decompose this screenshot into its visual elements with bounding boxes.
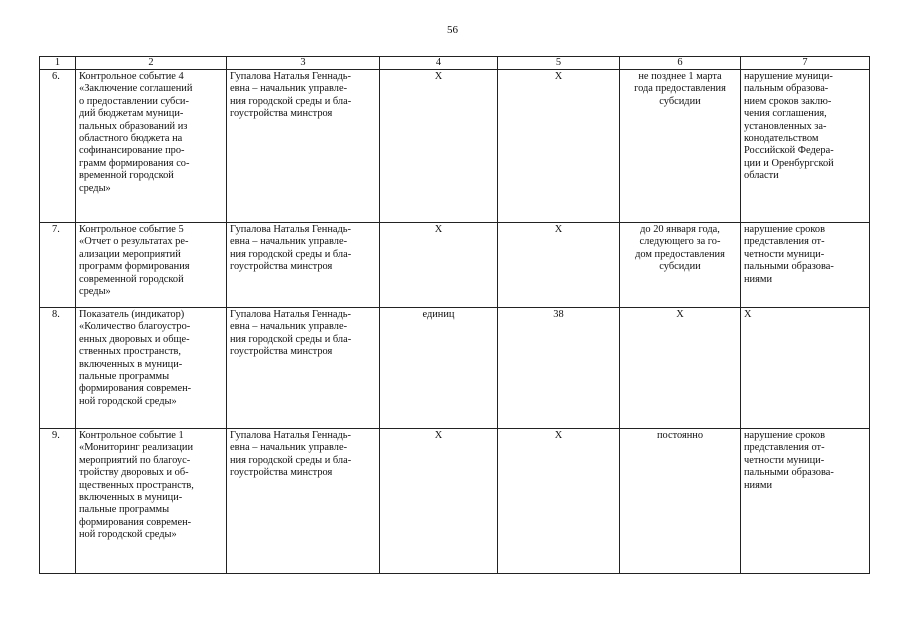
header-col-5: 5 bbox=[498, 57, 620, 70]
risk-description-line: области bbox=[744, 170, 779, 182]
event-description-line: мероприятий по благоус- bbox=[79, 454, 191, 466]
responsible-person-line: ния городской среды и бла- bbox=[230, 95, 352, 107]
risk-description-line: пальными образова- bbox=[744, 261, 834, 273]
event-description-line: ной городской среды» bbox=[79, 395, 177, 407]
risk-description-line: пальным образова- bbox=[744, 83, 829, 95]
event-description-line: современной городской bbox=[79, 273, 184, 285]
responsible-person-line: Гупалова Наталья Геннадь- bbox=[230, 430, 351, 441]
table-row bbox=[40, 308, 870, 429]
header-col-7: 7 bbox=[741, 57, 870, 70]
unit-of-measure-line: X bbox=[434, 224, 443, 235]
deadline-line: года предоставления bbox=[634, 83, 726, 95]
event-description-line: «Мониторинг реализации bbox=[79, 442, 194, 454]
responsible-person-line: евна – начальник управле- bbox=[230, 442, 348, 454]
event-description-line: Контрольное событие 5 bbox=[79, 224, 184, 235]
responsible-person-line: евна – начальник управле- bbox=[230, 236, 348, 248]
row-number-cell: 7. bbox=[40, 223, 76, 308]
event-description-line: софинансирование про- bbox=[79, 145, 185, 157]
risk-description-line: чения соглашения, bbox=[744, 108, 827, 120]
indicator-value-line: 38 bbox=[553, 309, 564, 320]
page-number: 56 bbox=[447, 24, 458, 36]
event-description-line: «Отчет о результатах ре- bbox=[79, 236, 189, 248]
indicator-value-line: X bbox=[554, 224, 563, 235]
unit-of-measure-cell bbox=[380, 429, 498, 574]
header-col-6: 6 bbox=[620, 57, 741, 70]
event-description-line: Контрольное событие 4 bbox=[79, 71, 184, 82]
event-description-line: грамм формирования со- bbox=[79, 157, 190, 169]
row-number-cell: 9. bbox=[40, 429, 76, 574]
event-description-line: пальные программы bbox=[79, 504, 170, 516]
table-row bbox=[40, 223, 870, 308]
deadline-line: постоянно bbox=[656, 430, 704, 441]
header-col-1: 1 bbox=[40, 57, 76, 70]
responsible-person-line: ния городской среды и бла- bbox=[230, 454, 352, 466]
risk-description-line: четности муници- bbox=[744, 454, 825, 466]
risk-description-cell bbox=[741, 70, 870, 223]
event-description-line: программ формирования bbox=[79, 261, 190, 273]
deadline-line: субсидии bbox=[659, 261, 701, 273]
deadline-cell bbox=[620, 308, 741, 429]
table-header bbox=[40, 57, 870, 70]
responsible-person-line: ния городской среды и бла- bbox=[230, 333, 352, 345]
event-description-cell bbox=[76, 223, 227, 308]
responsible-person-line: Гупалова Наталья Геннадь- bbox=[230, 309, 351, 320]
header-col-4: 4 bbox=[380, 57, 498, 70]
responsible-person-line: гоустройства минстроя bbox=[230, 467, 333, 479]
risk-description-line: нием сроков заклю- bbox=[744, 95, 832, 107]
unit-of-measure-cell bbox=[380, 308, 498, 429]
event-description-line: ализации мероприятий bbox=[79, 248, 181, 260]
event-description-cell bbox=[76, 308, 227, 429]
risk-description-line: нарушение муници- bbox=[744, 71, 833, 82]
event-description-line: «Заключение соглашений bbox=[79, 83, 193, 95]
table-body bbox=[40, 70, 870, 574]
event-description-line: среды» bbox=[79, 182, 111, 194]
risk-description-line: X bbox=[744, 309, 752, 320]
responsible-person-line: ния городской среды и бла- bbox=[230, 248, 352, 260]
deadline-line: дом предоставления bbox=[635, 248, 725, 260]
header-col-2: 2 bbox=[76, 57, 227, 70]
deadline-cell bbox=[620, 223, 741, 308]
event-description-line: формирования современ- bbox=[79, 516, 192, 528]
unit-of-measure-line: единиц bbox=[422, 309, 455, 320]
risk-description-line: ниями bbox=[744, 479, 773, 491]
row-number-cell: 6. bbox=[40, 70, 76, 223]
event-description-line: временной городской bbox=[79, 170, 174, 182]
deadline-cell bbox=[620, 429, 741, 574]
risk-description-line: нарушение сроков bbox=[744, 224, 825, 235]
event-description-line: о предоставлении субси- bbox=[79, 95, 189, 107]
risk-description-line: нарушение сроков bbox=[744, 430, 825, 441]
responsible-person-line: евна – начальник управле- bbox=[230, 321, 348, 333]
responsible-person-line: Гупалова Наталья Геннадь- bbox=[230, 71, 351, 82]
event-description-line: тройству дворовых и об- bbox=[79, 467, 189, 479]
responsible-person-cell bbox=[227, 70, 380, 223]
event-description-line: щественных пространств, bbox=[79, 479, 194, 491]
event-description-line: формирования современ- bbox=[79, 383, 192, 395]
event-description-line: пальные программы bbox=[79, 371, 170, 383]
event-description-cell bbox=[76, 429, 227, 574]
event-description-line: дий бюджетам муници- bbox=[79, 108, 184, 120]
event-description-line: областного бюджета на bbox=[79, 133, 183, 145]
event-description-line: включенных в муници- bbox=[79, 492, 183, 504]
event-description-line: ственных пространств, bbox=[79, 346, 182, 358]
event-description-line: ной городской среды» bbox=[79, 529, 177, 541]
risk-description-line: конодательством bbox=[744, 133, 819, 145]
deadline-line: X bbox=[676, 309, 684, 320]
table-row bbox=[40, 429, 870, 574]
responsible-person-cell bbox=[227, 308, 380, 429]
indicator-value-line: X bbox=[554, 71, 563, 82]
deadline-line: не позднее 1 марта bbox=[638, 71, 722, 82]
unit-of-measure-line: X bbox=[434, 71, 443, 82]
indicator-value-line: X bbox=[554, 430, 563, 441]
responsible-person-cell bbox=[227, 429, 380, 574]
event-description-line: Показатель (индикатор) bbox=[79, 309, 185, 320]
indicator-value-cell bbox=[498, 223, 620, 308]
risk-description-line: установленных за- bbox=[744, 120, 827, 132]
responsible-person-line: евна – начальник управле- bbox=[230, 83, 348, 95]
risk-description-line: ниями bbox=[744, 273, 773, 285]
deadline-line: субсидии bbox=[659, 95, 701, 107]
event-description-line: пальных образований из bbox=[79, 120, 188, 132]
risk-description-cell bbox=[741, 223, 870, 308]
indicator-value-cell bbox=[498, 429, 620, 574]
monitoring-table bbox=[39, 56, 870, 574]
risk-description-line: Российской Федера- bbox=[744, 145, 834, 157]
row-number-cell: 8. bbox=[40, 308, 76, 429]
unit-of-measure-cell bbox=[380, 70, 498, 223]
deadline-line: до 20 января года, bbox=[640, 224, 720, 235]
responsible-person-cell bbox=[227, 223, 380, 308]
event-description-cell bbox=[76, 70, 227, 223]
event-description-line: Контрольное событие 1 bbox=[79, 430, 184, 441]
responsible-person-line: гоустройства минстроя bbox=[230, 261, 333, 273]
responsible-person-line: гоустройства минстроя bbox=[230, 346, 333, 358]
event-description-line: включенных в муници- bbox=[79, 358, 183, 370]
risk-description-cell bbox=[741, 308, 870, 429]
risk-description-cell bbox=[741, 429, 870, 574]
table-row bbox=[40, 70, 870, 223]
unit-of-measure-line: X bbox=[434, 430, 443, 441]
indicator-value-cell bbox=[498, 308, 620, 429]
unit-of-measure-cell bbox=[380, 223, 498, 308]
header-col-3: 3 bbox=[227, 57, 380, 70]
deadline-line: следующего за го- bbox=[639, 236, 721, 248]
risk-description-line: четности муници- bbox=[744, 248, 825, 260]
event-description-line: енных дворовых и обще- bbox=[79, 333, 190, 345]
risk-description-line: ции и Оренбургской bbox=[744, 157, 834, 169]
indicator-value-cell bbox=[498, 70, 620, 223]
responsible-person-line: Гупалова Наталья Геннадь- bbox=[230, 224, 351, 235]
risk-description-line: пальными образова- bbox=[744, 467, 834, 479]
risk-description-line: представления от- bbox=[744, 442, 825, 454]
risk-description-line: представления от- bbox=[744, 236, 825, 248]
responsible-person-line: гоустройства минстроя bbox=[230, 108, 333, 120]
deadline-cell bbox=[620, 70, 741, 223]
event-description-line: «Количество благоустро- bbox=[79, 321, 191, 333]
header-row bbox=[40, 57, 870, 70]
event-description-line: среды» bbox=[79, 286, 111, 298]
